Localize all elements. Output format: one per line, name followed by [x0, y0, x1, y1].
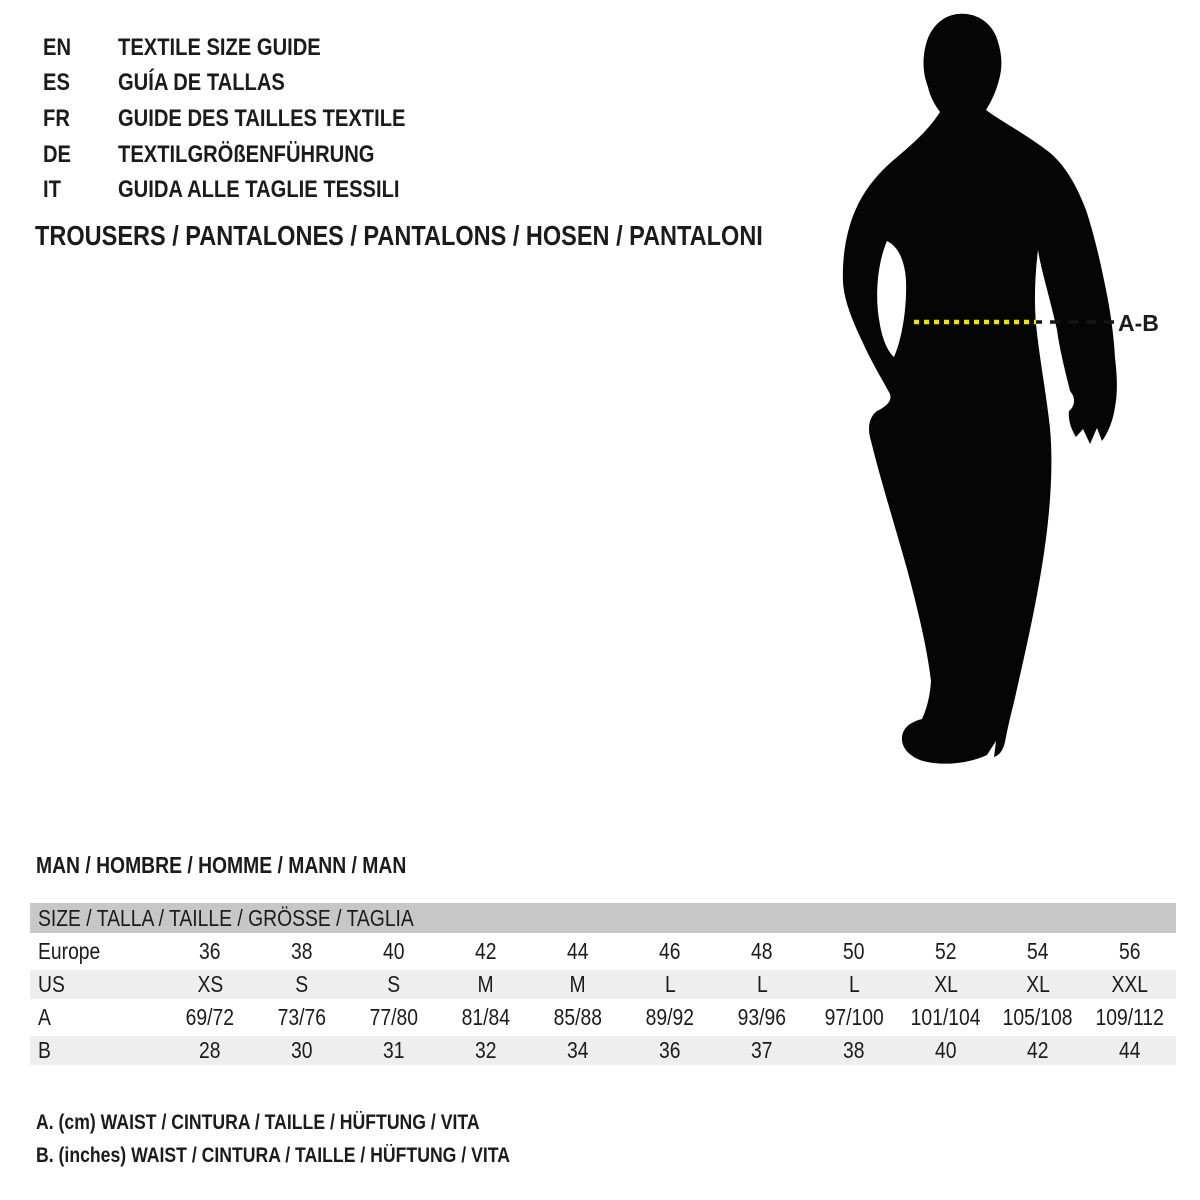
size-value: XS	[197, 971, 223, 997]
size-value: 30	[291, 1037, 313, 1063]
size-value: 34	[567, 1037, 589, 1063]
man-silhouette-path	[843, 14, 1117, 764]
size-value: L	[664, 971, 676, 997]
size-row-us	[30, 970, 1176, 999]
measure-note	[36, 1106, 600, 1139]
waist-measure-label: A-B	[1118, 310, 1159, 336]
language-title: GUIDA ALLE TAGLIE TESSILI	[118, 176, 400, 204]
size-cell	[900, 970, 992, 999]
size-cell	[716, 970, 808, 999]
size-value: 36	[199, 938, 221, 964]
size-cell	[900, 1003, 992, 1032]
size-cell	[716, 937, 808, 966]
size-value: 46	[659, 938, 681, 964]
category-heading	[35, 220, 901, 252]
size-value: 50	[843, 938, 865, 964]
size-cell	[992, 937, 1084, 966]
size-cell	[256, 1003, 348, 1032]
size-value: XL	[1026, 971, 1050, 997]
language-row	[43, 137, 460, 173]
size-cell	[440, 937, 532, 966]
language-code: FR	[43, 104, 70, 132]
size-value: 42	[475, 938, 497, 964]
size-cell	[348, 1003, 440, 1032]
size-value: 32	[475, 1037, 497, 1063]
size-row-a	[30, 1003, 1176, 1032]
man-silhouette	[830, 0, 1130, 780]
size-cell	[440, 970, 532, 999]
size-cell	[348, 970, 440, 999]
size-cell	[348, 937, 440, 966]
language-title: GUÍA DE TALLAS	[118, 69, 285, 97]
size-value: 40	[935, 1037, 957, 1063]
size-row-label: A	[38, 1004, 51, 1030]
measure-note	[36, 1139, 600, 1172]
size-row-label-cell	[30, 937, 164, 966]
size-cell	[900, 937, 992, 966]
size-cell	[348, 1036, 440, 1065]
size-value: S	[295, 971, 309, 997]
language-title: TEXTILGRÖßENFÜHRUNG	[118, 140, 375, 168]
size-value: 89/92	[645, 1004, 695, 1030]
size-cell	[808, 1003, 900, 1032]
size-cell	[808, 970, 900, 999]
size-value: 93/96	[737, 1004, 787, 1030]
measure-note-label: A. (cm) WAIST / CINTURA / TAILLE / HÜFTUNG / VITA	[36, 1110, 480, 1134]
size-cell	[716, 1036, 808, 1065]
size-cell	[532, 1003, 624, 1032]
measure-note-label: B. (inches) WAIST / CINTURA / TAILLE / HÜFTUNG / VITA	[36, 1143, 510, 1167]
size-cell	[624, 1036, 716, 1065]
language-code: IT	[43, 176, 61, 204]
size-cell	[440, 1003, 532, 1032]
language-title: GUIDE DES TAILLES TEXTILE	[118, 104, 406, 132]
size-value: 73/76	[277, 1004, 327, 1030]
size-value: 48	[751, 938, 773, 964]
size-cell	[1084, 937, 1176, 966]
language-code: DE	[43, 140, 72, 168]
size-cell	[256, 970, 348, 999]
size-value: 28	[199, 1037, 221, 1063]
size-cell	[532, 937, 624, 966]
category-heading-label: TROUSERS / PANTALONES / PANTALONS / HOSEN / PANTALONI	[35, 220, 763, 251]
language-row	[43, 101, 460, 137]
size-cell	[532, 1036, 624, 1065]
man-silhouette-figure	[830, 0, 1130, 780]
size-table	[30, 899, 1176, 1069]
size-value: 42	[1027, 1037, 1049, 1063]
size-value: XXL	[1111, 971, 1149, 997]
size-value: L	[848, 971, 860, 997]
size-cell	[716, 1003, 808, 1032]
size-cell	[1084, 970, 1176, 999]
size-value: M	[569, 971, 587, 997]
language-title-list	[43, 30, 460, 208]
size-row-label: Europe	[38, 938, 101, 964]
size-value: 101/104	[911, 1004, 981, 1030]
size-value: 85/88	[553, 1004, 603, 1030]
size-row-label: US	[38, 971, 65, 997]
size-cell	[992, 1036, 1084, 1065]
size-table-header-cell	[30, 903, 1176, 933]
size-cell	[808, 1036, 900, 1065]
size-row-label-cell	[30, 970, 164, 999]
size-value: S	[387, 971, 401, 997]
size-value: 36	[659, 1037, 681, 1063]
gender-section-heading-label: MAN / HOMBRE / HOMME / MANN / MAN	[36, 852, 407, 878]
measure-notes	[36, 1106, 600, 1172]
size-cell	[164, 937, 256, 966]
size-cell	[992, 1003, 1084, 1032]
size-value: 31	[383, 1037, 405, 1063]
language-row	[43, 66, 460, 102]
size-cell	[624, 970, 716, 999]
size-cell	[900, 1036, 992, 1065]
size-value: XL	[934, 971, 958, 997]
language-row	[43, 172, 460, 208]
size-value: 38	[291, 938, 313, 964]
size-value: 105/108	[1003, 1004, 1073, 1030]
size-value: 40	[383, 938, 405, 964]
size-row-label-cell	[30, 1036, 164, 1065]
size-cell	[624, 1003, 716, 1032]
size-cell	[624, 937, 716, 966]
size-cell	[1084, 1003, 1176, 1032]
size-cell	[532, 970, 624, 999]
size-value: 44	[567, 938, 589, 964]
language-row	[43, 30, 460, 66]
size-cell	[164, 1036, 256, 1065]
size-cell	[808, 937, 900, 966]
size-cell	[164, 970, 256, 999]
size-value: 38	[843, 1037, 865, 1063]
size-value: L	[756, 971, 768, 997]
size-cell	[992, 970, 1084, 999]
size-row-europe	[30, 937, 1176, 966]
size-cell	[440, 1036, 532, 1065]
size-value: 81/84	[461, 1004, 511, 1030]
size-value: 54	[1027, 938, 1049, 964]
size-cell	[1084, 1036, 1176, 1065]
size-row-label-cell	[30, 1003, 164, 1032]
size-value: 77/80	[369, 1004, 419, 1030]
size-value: 52	[935, 938, 957, 964]
size-row-label: B	[38, 1037, 51, 1063]
size-table-header-label: SIZE / TALLA / TAILLE / GRÖSSE / TAGLIA	[38, 904, 414, 931]
size-value: M	[477, 971, 495, 997]
size-cell	[164, 1003, 256, 1032]
size-value: 109/112	[1095, 1004, 1165, 1030]
language-code: EN	[43, 33, 72, 61]
gender-section-heading	[36, 852, 477, 879]
size-table-header-row	[30, 903, 1176, 933]
language-title: TEXTILE SIZE GUIDE	[118, 33, 321, 61]
size-value: 69/72	[185, 1004, 235, 1030]
language-code: ES	[43, 69, 70, 97]
size-value: 97/100	[824, 1004, 884, 1030]
size-cell	[256, 937, 348, 966]
size-value: 44	[1119, 1037, 1141, 1063]
size-row-b	[30, 1036, 1176, 1065]
size-value: 37	[751, 1037, 773, 1063]
size-value: 56	[1119, 938, 1141, 964]
size-cell	[256, 1036, 348, 1065]
